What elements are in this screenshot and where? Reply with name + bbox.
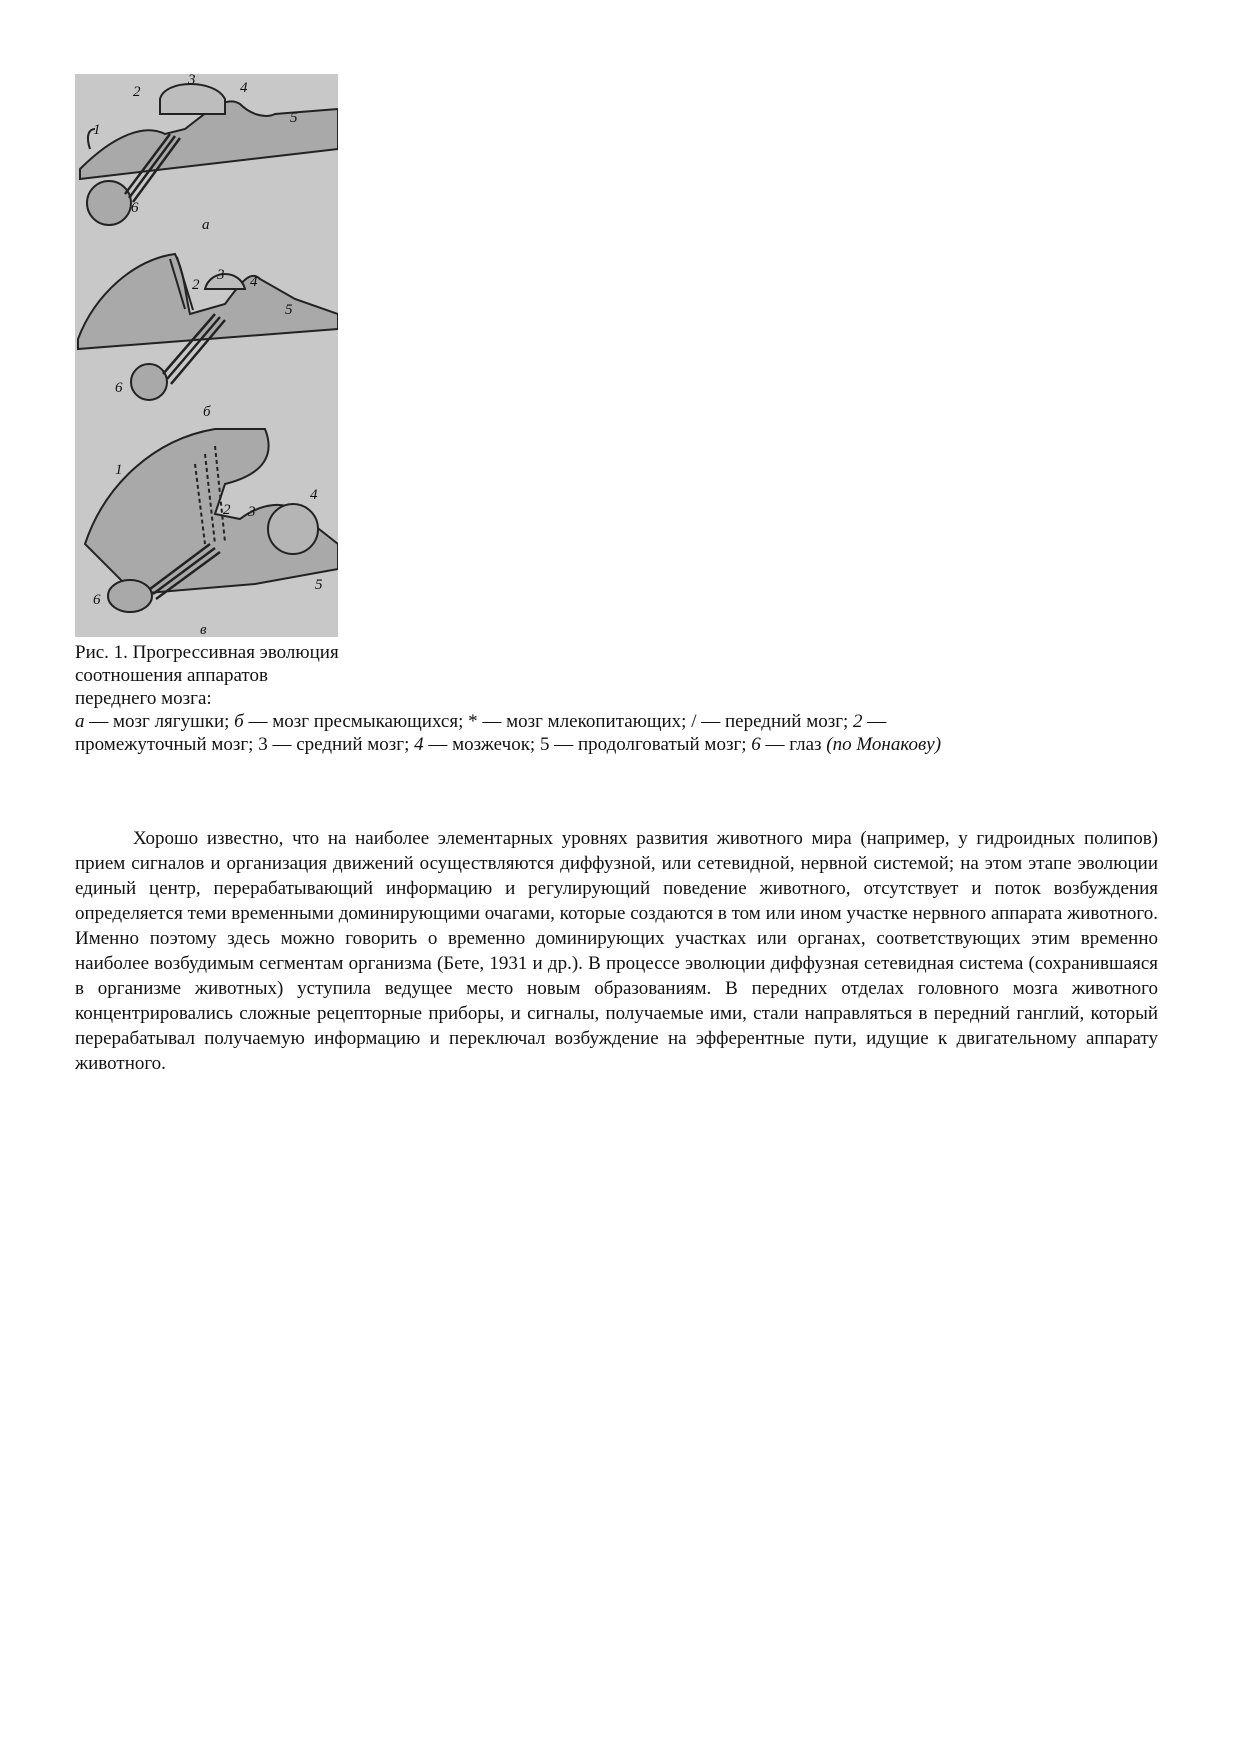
caption-title-line-2: соотношения аппаратов (75, 665, 268, 686)
figure-caption (75, 641, 1165, 756)
brain-diagram (75, 74, 338, 637)
panel-a-label-2: 2 (133, 84, 141, 100)
panel-c-label-5: 5 (315, 577, 323, 593)
panel-a-label-4: 4 (240, 80, 248, 96)
legend-key-2: 2 (853, 711, 863, 732)
panel-a-label-6: 6 (131, 200, 139, 216)
caption-legend-line-2 (75, 733, 1165, 756)
caption-title-line-3: переднего мозга: (75, 688, 212, 709)
panel-a-letter: а (202, 217, 210, 233)
panel-c-letter: в (200, 622, 207, 637)
legend-text-4: — мозжечок; 5 — продолговатый мозг; (423, 734, 752, 755)
brain-evolution-figure (75, 74, 338, 637)
panel-b-label-6: 6 (115, 380, 123, 396)
panel-c-label-6: 6 (93, 592, 101, 608)
panel-c-label-2: 2 (223, 502, 231, 518)
legend-text-2: — (862, 711, 887, 732)
panel-a-label-3: 3 (188, 74, 196, 88)
panel-b-label-5: 5 (285, 302, 293, 318)
panel-a-label-5: 5 (290, 110, 298, 126)
legend-text-b: — мозг пресмыкающихся; * — мозг млекопитающих; / — передний мозг; (243, 711, 854, 732)
legend-text-6: — глаз (760, 734, 827, 755)
legend-source: (по Монакову) (826, 734, 942, 755)
panel-a-label-1: 1 (93, 122, 101, 138)
caption-legend-line-1 (75, 710, 1165, 733)
panel-c-label-4: 4 (310, 487, 318, 503)
body-paragraph: Хорошо известно, что на наиболее элементарных уровнях развития животного мира (например, у гидроидных полипов) прием сигналов и организация движений осуществляются диффузной, или сетевидной, нервной системой; на этом этапе эволюции единый центр, перерабатывающий информацию и регулирующий поведение животного, отсутствует и поток возбуждения определяется теми временными доминирующими очагами, которые создаются в том или ином участке нервного аппарата животного. Именно поэтому здесь можно говорить о временно доминирующих участках или органах, соответствующих этим временно наиболее возбудимым сегментам организма (Бете, 1931 и др.). В процессе эволюции диффузная сетевидная система (сохранившаяся в организме животных) уступила ведущее место новым образованиям. В передних отделах головного мозга животного концентрировались сложные рецепторные приборы, и сигналы, получаемые ими, стали направляться в передний ганглий, который перерабатывал получаемую информацию и переключал возбуждение на эфферентные пути, идущие к двигательному аппарату животного. (75, 828, 1158, 1074)
panel-b-letter: б (203, 404, 211, 420)
legend-key-a: а (75, 711, 85, 732)
panel-c-label-3: 3 (248, 504, 256, 520)
legend-text-diencephalon: промежуточный мозг; 3 — средний мозг; (75, 734, 415, 755)
panel-b-label-3: 3 (217, 267, 225, 283)
legend-key-4: 4 (414, 734, 424, 755)
panel-b-label-2: 2 (192, 277, 200, 293)
legend-text-a: — мозг лягушки; (84, 711, 235, 732)
panel-c-label-1: 1 (115, 462, 123, 478)
caption-title-line-1: Рис. 1. Прогрессивная эволюция (75, 642, 339, 663)
legend-key-b: б (234, 711, 244, 732)
legend-key-6: 6 (751, 734, 761, 755)
panel-b-label-4: 4 (250, 274, 258, 290)
